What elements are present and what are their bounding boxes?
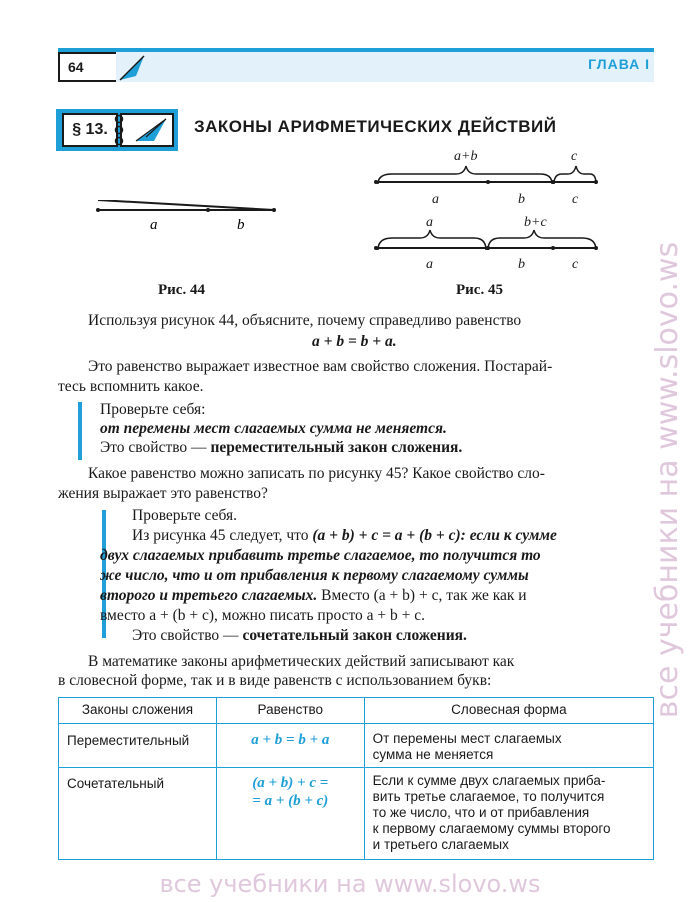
fig44-label-a: a: [150, 217, 158, 233]
fig45-row1-b: b: [518, 192, 525, 207]
fig45-brace-a-label: a: [426, 215, 433, 230]
paragraph-3-line-1: Какое равенство можно записать по рисунку 45? Какое свойство сло-: [88, 465, 545, 482]
words-line: вить третье слагаемое, то получится: [372, 789, 605, 804]
page-number: 64: [58, 52, 116, 82]
table-cell-words: [364, 724, 653, 768]
paragraph-2-line-1: Это равенство выражает известное вам свойство сложения. Постарай-: [88, 358, 553, 375]
fig45-row1-c: c: [572, 192, 579, 207]
paragraph-2-line-2: тесь вспомнить какое.: [58, 378, 204, 395]
fig45-caption: Рис. 45: [456, 282, 503, 298]
rule-1: от перемены мест слагаемых сумма не меняется.: [100, 420, 447, 437]
equation-line: (a + b) + c =: [252, 775, 329, 791]
check-1-label: Проверьте себя:: [100, 401, 206, 418]
chapter-label: ГЛАВА I: [588, 56, 650, 72]
section-number: § 13.: [62, 113, 118, 147]
equation-line: a + b = b + a: [251, 732, 330, 748]
block-2-line-4: [100, 585, 527, 607]
block-2-line-3: же число, что и от прибавления к первому слагаемому суммы: [100, 567, 529, 584]
paragraph-1: Используя рисунок 44, объясните, почему справедливо равенство: [88, 312, 522, 329]
paragraph-4-line-1: В математике законы арифметических действий записывают как: [88, 653, 515, 670]
fig45-brace-bc-label: b+c: [524, 215, 547, 230]
table-cell-law: Переместительный: [59, 724, 217, 768]
property-2: [132, 625, 467, 647]
property-1: [100, 437, 462, 459]
fig45-row2-b: b: [518, 257, 525, 272]
words-line: От перемены мест слагаемых: [372, 731, 562, 746]
property-2-prefix: Это свойство —: [132, 627, 243, 644]
page-header: [58, 48, 654, 84]
table-cell-words: [364, 768, 653, 860]
fig44-label-b: b: [237, 217, 245, 233]
table-header-row: [59, 698, 654, 724]
property-2-name: сочетательный закон сложения.: [242, 627, 467, 644]
fig45-brace-ab-label: a+b: [454, 149, 478, 164]
section-number-box: [56, 109, 178, 151]
table-row: [59, 724, 654, 768]
laws-table: [58, 697, 654, 860]
fig45-row2-a: a: [426, 257, 433, 272]
paragraph-3-line-2: жения выражает это равенство?: [58, 485, 268, 502]
words-line: и третьего слагаемых: [372, 837, 509, 852]
check-2-label: Проверьте себя.: [132, 507, 238, 524]
spiral-binding-icon: [112, 109, 126, 151]
bottom-watermark: все учебники на www.slovo.ws: [159, 870, 541, 898]
check-block-1-bar: [78, 402, 82, 460]
table-cell-equation: [216, 724, 364, 768]
block-2-line-5: вместо a + (b + c), можно писать просто a + b + c.: [100, 607, 426, 624]
table-header-words: Словесная форма: [364, 698, 653, 724]
words-line: то же число, что и от прибавления: [372, 805, 590, 820]
block-2-line-4-rest: Вместо (a + b) + c, так же как и: [317, 587, 527, 604]
fig45-row1-a: a: [432, 192, 439, 207]
block-2-line-1: [132, 525, 557, 547]
words-line: сумма не меняется: [372, 747, 494, 762]
folded-corner-icon: [116, 52, 148, 82]
words-line: к первому слагаемому суммы второго: [372, 821, 611, 836]
section-notebook-page: [120, 113, 174, 147]
figure-44: [90, 200, 290, 240]
equation-1: a + b = b + a.: [312, 333, 397, 350]
table-header-law: Законы сложения: [59, 698, 217, 724]
block-2-line-1-prefix: Из рисунка 45 следует, что: [132, 527, 313, 544]
table-header-equation: Равенство: [216, 698, 364, 724]
equation-line: = a + (b + c): [252, 793, 329, 809]
table-cell-law: Сочетательный: [59, 768, 217, 860]
side-watermark-text: все учебники на www.slovo.ws: [650, 241, 685, 719]
fig45-brace-c-label: c: [571, 149, 578, 164]
fig44-caption: Рис. 44: [158, 282, 205, 298]
paper-plane-icon: [122, 115, 172, 145]
fig45-row2-c: c: [572, 257, 579, 272]
paragraph-4-line-2: в словесной форме, так и в виде равенств с использованием букв:: [58, 672, 492, 689]
block-2-line-2: двух слагаемых прибавить третье слагаемое, то получится то: [100, 547, 541, 564]
associative-equation: (a + b) + c = a + (b + c):: [312, 527, 466, 544]
property-1-prefix: Это свойство —: [100, 439, 211, 456]
section-title: ЗАКОНЫ АРИФМЕТИЧЕСКИХ ДЕЙСТВИЙ: [194, 117, 557, 136]
block-2-line-1-italic: если к сумме: [465, 527, 557, 544]
table-cell-equation: [216, 768, 364, 860]
block-2-line-4-italic: второго и третьего слагаемых.: [100, 587, 318, 604]
figure-45: [368, 146, 600, 276]
table-row: [59, 768, 654, 860]
words-line: Если к сумме двух слагаемых приба-: [372, 773, 606, 788]
property-1-name: переместительный закон сложения.: [210, 439, 463, 456]
